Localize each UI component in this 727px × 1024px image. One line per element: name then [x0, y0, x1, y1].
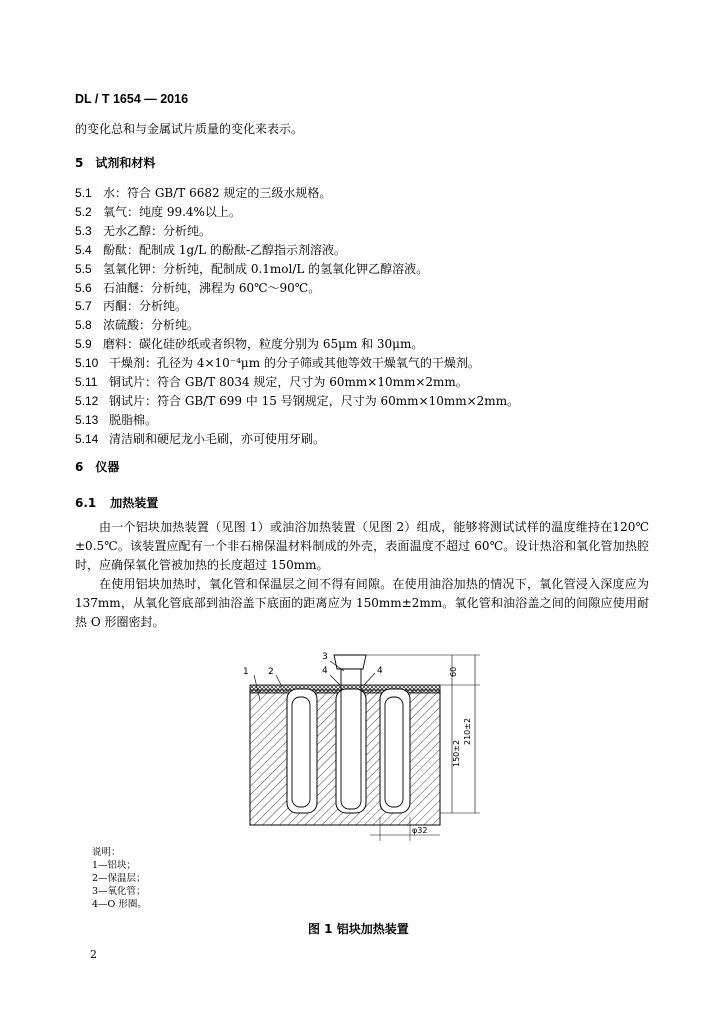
tube-bore-left: [287, 689, 317, 813]
section-6-1-number: 6.1: [75, 496, 97, 510]
list-item: [75, 316, 199, 333]
item-number: 5.5: [75, 261, 92, 276]
list-item: [75, 335, 423, 352]
tube-bore-center: [336, 689, 366, 813]
legend-item: 4—O 形圈。: [92, 899, 147, 910]
section-5-heading: [75, 154, 155, 171]
item-number: 5.8: [75, 318, 92, 333]
paragraph-heating-2: 在使用铝块加热时，氧化管和保温层之间不得有间隙。在使用油浴加热的情况下，氧化管浸入深度应为 137mm，从氧化管底部到油浴盖下底面的距离应为 150mm±2mm。氧化管和油浴盖之间的间隙应使用耐热 O 形圈密封。: [75, 577, 649, 629]
section-5-number: 5: [75, 156, 84, 170]
item-text: 磨料：碳化硅砂纸或者织物，粒度分别为 65μm 和 30μm。: [103, 337, 424, 352]
item-number: 5.12: [75, 393, 99, 408]
intro-line: 的变化总和与金属试片质量的变化来表示。: [75, 122, 304, 136]
item-text: 酚酞：配制成 1g/L 的酚酞-乙醇指示剂溶液。: [103, 242, 347, 257]
legend-title: 说明：: [92, 847, 121, 858]
list-item: [75, 411, 157, 428]
item-number: 5.4: [75, 242, 92, 257]
callout-2: 2: [268, 667, 274, 677]
page-number: 2: [90, 948, 97, 961]
section-6-number: 6: [75, 460, 84, 474]
item-number: 5.2: [75, 204, 92, 219]
list-item: [75, 297, 187, 314]
figure-aluminum-block-heater: [230, 645, 500, 850]
item-text: 石油醚：分析纯，沸程为 60℃～90℃。: [103, 280, 321, 295]
dim-phi32: φ32: [412, 826, 428, 835]
callout-4-left: 4: [322, 666, 328, 676]
item-number: 5.6: [75, 280, 92, 295]
legend-item: 3—氧化管；: [92, 886, 146, 897]
list-item: [75, 260, 428, 277]
item-text: 氢氧化钾：分析纯，配制成 0.1mol/L 的氢氧化钾乙醇溶液。: [103, 261, 429, 276]
list-item: [75, 241, 346, 258]
item-number: 5.11: [75, 375, 98, 389]
list-item: [75, 222, 211, 239]
dim-60: 60: [449, 666, 458, 677]
legend-item: 1—铝块；: [92, 860, 137, 871]
figure-caption: 图 1 铝块加热装置: [308, 922, 409, 936]
section-6-heading: [75, 458, 119, 475]
item-number: 5.7: [75, 299, 92, 314]
section-6-1-title: 加热装置: [110, 496, 159, 510]
document-header: DL / T 1654 — 2016: [75, 92, 189, 106]
list-item: [75, 184, 331, 201]
paragraph-heating-1: 由一个铝块加热装置（见图 1）或油浴加热装置（见图 2）组成，能够将测试试样的温度维持在120℃±0.5℃。该装置应配有一个非石棉保温材料制成的外壳，表面温度不超过 60℃。设计热浴和氧化管加热腔时，应确保氧化管被加热的长度超过 150mm。: [75, 520, 649, 572]
dim-150: 150±2: [452, 739, 461, 767]
list-item: [75, 354, 480, 371]
item-number: 5.3: [75, 223, 92, 238]
list-item: [75, 392, 519, 409]
list-item: [75, 203, 241, 220]
list-item: [75, 373, 468, 390]
item-text: 丙酮：分析纯。: [103, 299, 188, 314]
list-item: [75, 279, 320, 296]
item-text: 铜试片：符合 GB/T 8034 规定，尺寸为 60mm×10mm×2mm。: [109, 375, 468, 389]
item-text: 钢试片：符合 GB/T 699 中 15 号钢规定，尺寸为 60mm×10mm×2mm。: [109, 393, 520, 408]
legend-item: 2—保温层；: [92, 873, 146, 884]
item-number: 5.10: [75, 356, 99, 371]
section-6-title: 仪器: [95, 460, 120, 474]
item-text: 脱脂棉。: [109, 412, 158, 427]
item-text: 清洁刷和硬尼龙小毛刷，亦可使用牙刷。: [109, 431, 326, 446]
item-number: 5.14: [75, 431, 99, 446]
item-text: 无水乙醇：分析纯。: [103, 223, 212, 238]
tube-top: [334, 655, 366, 669]
item-number: 5.13: [75, 412, 99, 427]
section-5-title: 试剂和材料: [95, 156, 156, 170]
list-item: [75, 430, 325, 447]
tube-bore-right: [380, 689, 410, 813]
callout-3: 3: [322, 652, 328, 662]
item-text: 浓硫酸：分析纯。: [103, 318, 200, 333]
section-6-1-heading: [75, 494, 158, 511]
figure-legend: [92, 846, 147, 911]
item-text: 水：符合 GB/T 6682 规定的三级水规格。: [103, 186, 332, 200]
item-text: 干燥剂：孔径为 4×10⁻⁴μm 的分子筛或其他等效干燥氧气的干燥剂。: [109, 356, 480, 371]
callout-1: 1: [243, 667, 249, 677]
item-number: 5.9: [75, 337, 92, 352]
item-number: 5.1: [75, 186, 92, 200]
callout-4-right: 4: [377, 666, 383, 676]
item-text: 氧气：纯度 99.4%以上。: [103, 204, 241, 219]
dim-210: 210±2: [463, 717, 472, 745]
